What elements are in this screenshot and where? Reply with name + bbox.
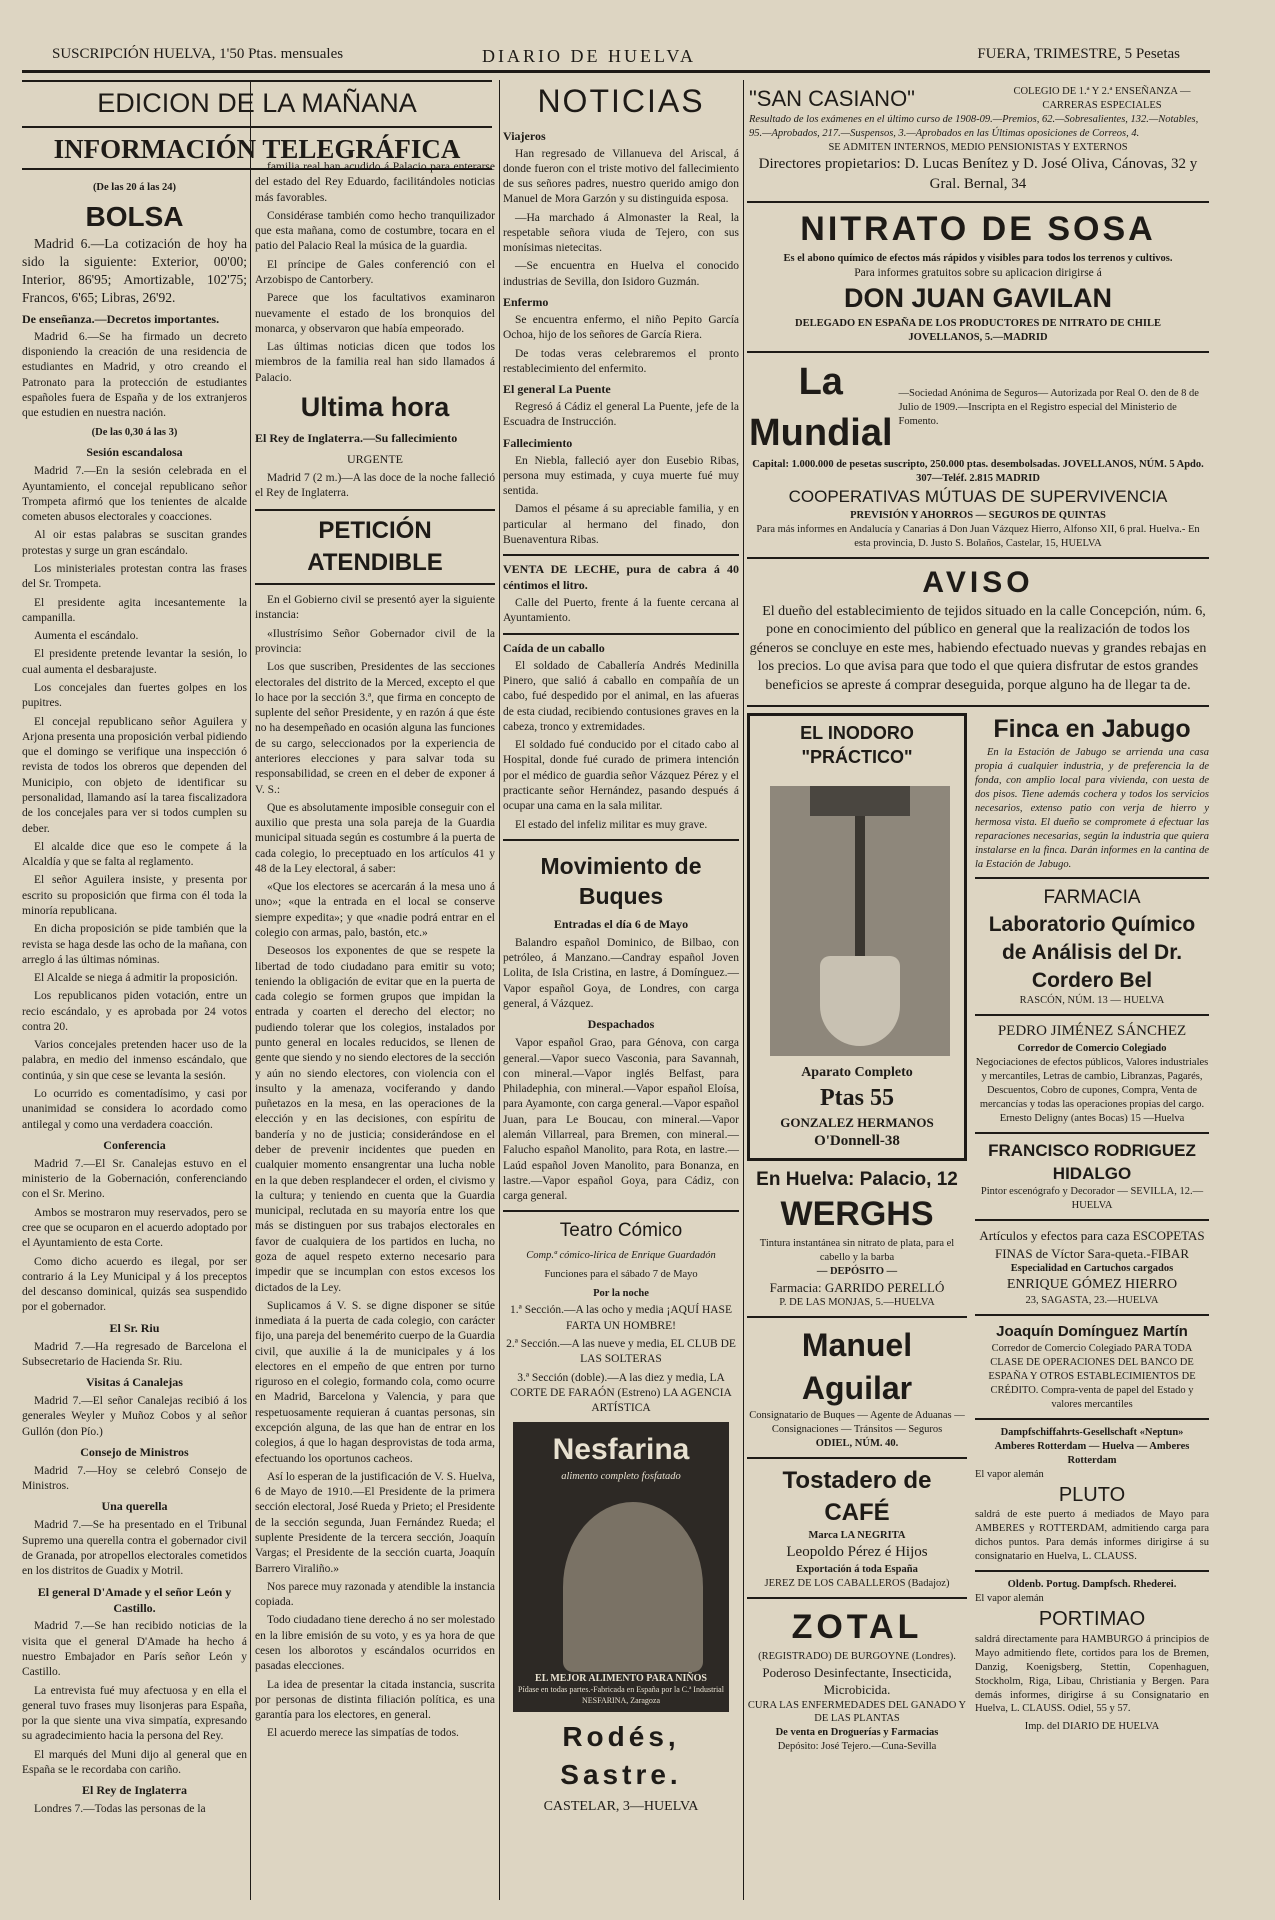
article-text: Madrid 7.—El señor Canalejas recibió á los generales Weyler y Muñoz Cobos y al señor Gullón (don Pío.) <box>22 1395 247 1438</box>
article-heading: Caída de un caballo <box>503 640 605 655</box>
werghs-desc: Tintura instantánea sin nitrato de plata, para el cabello y la barba <box>759 1238 955 1264</box>
divider <box>503 1210 739 1212</box>
nesfarina-ad <box>513 1422 729 1712</box>
divider <box>503 554 739 556</box>
laboratory-address: RASCÓN, NÚM. 13 — HUELVA <box>1019 995 1165 1007</box>
tostadero-heading: Tostadero de CAFÉ <box>782 1467 932 1527</box>
newspaper-title: DIARIO DE HUELVA <box>482 46 696 66</box>
article-heading: El Sr. Riu <box>109 1320 160 1335</box>
hunting-owner: ENRIQUE GÓMEZ HIERRO <box>1006 1276 1178 1292</box>
admission: SE ADMITEN INTERNOS, MEDIO PENSIONISTAS Y EXTERNOS <box>828 142 1128 154</box>
la-mundial-logo: La Mundial <box>749 361 893 454</box>
inodoro-address: O'Donnell-38 <box>814 1132 900 1149</box>
divider <box>747 1457 967 1459</box>
werghs-deposit: — DEPÓSITO — <box>816 1266 898 1278</box>
zotal-cures: CURA LAS ENFERMEDADES DEL GANADO Y DE LAS PLANTAS <box>747 1699 967 1725</box>
article-text: Londres 7.—Todas las personas de la <box>34 1803 206 1816</box>
divider <box>975 1418 1209 1420</box>
zotal-desc: Poderoso Desinfectante, Insecticida, Microbicida. <box>762 1664 952 1698</box>
column-rule <box>250 80 251 1900</box>
delegate-name: DON JUAN GAVILAN <box>843 283 1112 314</box>
divider <box>747 1597 967 1599</box>
manuel-aguilar-desc: Consignatario de Buques — Agente de Aduanas — Consignaciones — Tránsitos — Seguros <box>749 1410 965 1436</box>
article-text: Madrid 7.—Hoy se celebró Consejo de Ministros. <box>22 1464 247 1493</box>
ship-portimao: PORTIMAO <box>1038 1608 1146 1631</box>
zotal-sale: De venta en Droguerías y Farmacias <box>775 1727 939 1739</box>
divider <box>975 1014 1209 1016</box>
shipping-route: Amberes Rotterdam — Huelva — Amberes Rotterdam <box>994 1440 1190 1466</box>
finca-text: En la Estación de Jabugo se arrienda una casa propia á cualquier industria, y de preferencia la de fonda, con amplio local para vivienda, con uesta de dos pisos. Tiene además cochera y todos los servicios necesarios, extenso patio con verja de hierro y hermosa vista. El dueño se compromete á efectuar las reparaciones necesarias, según la industria que quiera instalarse en la finca. Darán informes en la cantina de la Estación de Jabugo. <box>975 746 1209 870</box>
article-text: Suplicamos á V. S. se digne disponer se sitúe inmediata á la puerta de cada colegio, con carácter fijo, una pareja del benemérito cuerpo de la Guardia civil, que auxilie á la de municipales y á los electores en el empeño de que entren por turno riguroso en el colegio, formando cola, como ocurre en Madrid, Barcelona y Valencia, y para que respetuosamente requieran á cuantas personas, sin excepción alguna, de las que han de entrar en los colegios, á que lo hagan desprovistas de toda arma, efectuando los oportunos cacheos. <box>255 1299 495 1465</box>
joaquin-services: Corredor de Comercio Colegiado PARA TODA CLASE DE OPERACIONES DEL BANCO DE ESPAÑA Y OTROS ESTABLECIMIENTOS DE CRÉDITO. Compra-venta de papel del Estado y valores mercantiles <box>988 1343 1196 1411</box>
la-mundial-desc: —Sociedad Anónima de Seguros— Autorizada por Real O. den de 8 de Julio de 1909.—Inscripta en el Registro especial del Ministerio de Fomento. <box>898 387 1199 427</box>
delegate-title: DELEGADO EN ESPAÑA DE LOS PRODUCTORES DE NITRATO DE CHILE <box>795 318 1161 330</box>
nitrato-subtitle: Es el abono químico de efectos más rápidos y visibles para todos los terrenos y cultivos. <box>783 253 1173 265</box>
ad-text: Calle del Puerto, frente á la fuente cercana al Ayuntamiento. <box>503 597 739 625</box>
painter-title: Pintor escenógrafo y Decorador — SEVILLA, 12.—HUELVA <box>980 1186 1204 1212</box>
article-heading: El Rey de Inglaterra <box>82 1783 187 1798</box>
huelva-palacio: En Huelva: Palacio, 12 <box>756 1168 958 1190</box>
manuel-aguilar-name: Manuel Aguilar <box>801 1327 913 1406</box>
article-heading: Despachados <box>587 1017 655 1032</box>
painter-name: FRANCISCO RODRIGUEZ HIDALGO <box>988 1141 1196 1183</box>
werghs-brand: WERGHS <box>780 1194 934 1233</box>
article-heading: Sesión escandalosa <box>86 445 183 460</box>
article-text: Los republicanos piden votación, entre un recio escándalo, y es aprobada por 24 votos contra 20. <box>22 990 247 1033</box>
inodoro-ad <box>747 713 967 1161</box>
article-text: Que es absolutamente imposible conseguir con el auxilio que presta una sola pareja de la Guardia municipal situada según es costumbre á la puerta de cada colegio, lo preceptuado en los artículos 41 y 48 de la Ley electoral, á saber: <box>255 801 495 875</box>
article-heading: Enfermo <box>503 295 549 310</box>
column-rule <box>743 80 744 1900</box>
subscription-local: SUSCRIPCIÓN HUELVA, 1'50 Ptas. mensuales <box>52 46 344 62</box>
toilet-bowl <box>820 956 900 1046</box>
cooperatives: COOPERATIVAS MÚTUAS DE SUPERVIVENCIA <box>788 487 1168 507</box>
theatre-item: 3.ª Sección (doble).—A las diez y media, LA CORTE DE FARAÓN (Estreno) LA AGENCIA ARTÍSTICA <box>510 1371 732 1415</box>
aviso-text: El dueño del establecimiento de tejidos situado en la calle Concepción, núm. 6, pone en conocimiento del público en general que la realización de todos los géneros se concluye en este mes, habiendo efectuado nuevas y grandes rebajas en los precios. Lo que avisa para que todo el que quiera disfrutar de estos grandes beneficios se apreste á comprar deseguida, porque alguno ha de llegar ta de. <box>749 603 1207 694</box>
ads-left <box>747 713 967 1755</box>
article-text: De todas veras celebraremos el pronto restablecimiento del enfermito. <box>503 347 739 375</box>
article-text: Al oir estas palabras se suscitan grandes protestas y surge un gran escándalo. <box>22 529 247 557</box>
finca-heading: Finca en Jabugo <box>993 714 1191 743</box>
bolsa-heading: BOLSA <box>85 200 184 232</box>
article-text: El soldado de Caballería Andrés Medinilla Pinero, que salió á caballo en compañía de un cabo, fué despedido por el animal, en las afueras de esta ciudad, recibiendo contusiones graves en la cabeza, tronco y extremidades. <box>503 659 739 733</box>
article-text: El soldado fué conducido por el citado cabo al Hospital, donde fué curado de primera intención por el médico de guardia señor Vázquez Pérez y el practicante señor Hernández, pasando después á ocupar una cama en la sala militar. <box>503 739 739 813</box>
article-text: El alcalde dice que eso le compete á la Alcaldía y que se falta al reglamento. <box>22 840 247 869</box>
directors: Directores propietarios: D. Lucas Benítez y D. José Oliva, Cánovas, 32 y Gral. Bernal, 34 <box>758 156 1198 193</box>
nitrato-info: Para informes gratuitos sobre su aplicacion dirigirse á <box>854 267 1102 280</box>
urgent-label: URGENTE <box>347 451 403 466</box>
article-text: —Ha marchado á Almonaster la Real, la respetable señora viuda de Tejero, con sus monísimas nietecitas. <box>503 211 739 255</box>
inodoro-footer <box>750 1064 964 1152</box>
article-text: Madrid 7.—Se ha presentado en el Tribunal Supremo una querella contra el gobernador civil de Granada, por atropellos electorales cometidos en los distritos de Guadix y Motril. <box>22 1519 247 1578</box>
nitrato-ad <box>747 203 1209 353</box>
rodes-ad: Rodés, Sastre. <box>560 1721 682 1790</box>
nitrato-heading: NITRATO DE SOSA <box>800 209 1156 248</box>
la-mundial-ad <box>747 353 1209 558</box>
article-text: El príncipe de Gales conferenció con el Arzobispo de Cantorbery. <box>255 258 495 286</box>
werghs-pharmacy: Farmacia: GARRIDO PERELLÓ <box>769 1279 945 1295</box>
article-heading: Visitas á Canalejas <box>86 1375 183 1390</box>
article-text: El señor Aguilera insiste, y presenta por escrito su proposición que firma con él toda la minoría republicana. <box>22 874 247 917</box>
last-hour-heading: Ultima hora <box>300 391 450 422</box>
article-text: El presidente pretende levantar la sesión, lo cual aumenta el desbarajuste. <box>22 648 247 676</box>
exam-results: Resultado de los exámenes en el último curso de 1908-09.—Premios, 62.—Sobresalientes, 132.—Notables, 95.—Aprobados, 217.—Suspensos, 3.—Aprobados en las Últimas oposiciones de Correos, 4. <box>749 114 1199 140</box>
tostadero-export: Exportación á toda España <box>796 1563 918 1575</box>
werghs-address: P. DE LAS MONJAS, 5.—HUELVA <box>779 1297 935 1309</box>
article-text: Deseosos los exponentes de que se respete la libertad de todo ciudadano para emitir su voto; teniendo la obligación de evitar que en la puerta de cada colegio se formen grupos que impidan la entrada y coarten el derecho del elector; no pudiendo tolerar que los colegios, instalados por punto general en locales reducidos, se llenen de gente que siendo y no siendo electores de la sección y aún no siendo electores, con violencia con el insulto y la amenaza, vociferando y dando puñetazos en la mesa, en las operaciones de la elección y en las decisiones, con espíritu de bandería y no de justicia; considerándose en el deber de prevenir incidentes que pueden en cualquier momento ensangrentar una lucha noble en la que deben resplandecer el orden, el civismo y la cultura; y teniendo en cuenta que la Guardia municipal, reclutada en su mayoría entre los que más se distinguen por sus trabajos electorales en favor de cualquiera de los partidos en lucha, no goza de aquel respeto externo necesario para impedir que se incumplan con estos excesos los dictados de la Ley. <box>255 945 495 1294</box>
theatre-heading: Teatro Cómico <box>559 1220 683 1242</box>
theatre-company: Comp.ª cómico-lírica de Enrique Guardadón <box>526 1249 716 1261</box>
article-heading: Conferencia <box>103 1137 166 1152</box>
nesfarina-brand: Nesfarina <box>552 1433 690 1467</box>
article-text: En Niebla, falleció ayer don Eusebio Ribas, persona muy estimada, y cuya muerte fué muy sentida. <box>503 454 739 498</box>
theatre-date: Funciones para el sábado 7 de Mayo <box>544 1268 698 1280</box>
inodoro-seller: GONZALEZ HERMANOS <box>780 1115 934 1131</box>
column-rule <box>499 80 500 1900</box>
divider <box>503 633 739 635</box>
article-text: En el Gobierno civil se presentó ayer la siguiente instancia: <box>255 594 495 622</box>
article-text: Ambos se mostraron muy reservados, pero se cree que se ocuparon en el acuerdo adoptado por el Ayuntamiento de esta Corte. <box>22 1206 247 1250</box>
article-heading: Consejo de Ministros <box>80 1444 189 1459</box>
divider <box>975 1132 1209 1134</box>
nesfarina-small: Pídase en todas partes.-Fabricada en España por la C.ª Industrial NESFARINA, Zaragoza <box>518 1685 724 1705</box>
toilet-tank <box>810 786 910 816</box>
shipping-vessel-label: El vapor alemán <box>975 1468 1044 1480</box>
zotal-registered: (REGISTRADO) DE BURGOYNE (Londres). <box>758 1650 956 1662</box>
theatre-item: 2.ª Sección.—A las nueve y media, EL CLUB DE LAS SOLTERAS <box>506 1338 736 1366</box>
column-petition <box>255 160 495 1900</box>
article-heading: Fallecimiento <box>503 435 573 450</box>
article-heading: El Rey de Inglaterra.—Su fallecimiento <box>255 430 458 445</box>
hunting-address: 23, SAGASTA, 23.—HUELVA <box>1025 1295 1159 1307</box>
hunting-specialty: Especialidad en Cartuchos cargados <box>1010 1262 1174 1274</box>
broker-title: Corredor de Comercio Colegiado <box>1017 1043 1167 1055</box>
delegate-address: JOVELLANOS, 5.—MADRID <box>908 332 1048 344</box>
tostadero-brand: Marca LA NEGRITA <box>808 1529 906 1541</box>
telegraphic-banner: INFORMACIÓN TELEGRÁFICA <box>22 132 492 170</box>
article-text: familia real han acudido á Palacio para enterarse del estado del Rey Eduardo, facilitándoles noticias más favorables. <box>255 161 495 204</box>
hunting-ad: Artículos y efectos para caza ESCOPETAS FINAS de Víctor Sara-queta.-FIBAR <box>979 1228 1205 1261</box>
ads-subgrid <box>747 713 1209 1755</box>
bolsa-quotes: Madrid 6.—La cotización de hoy ha sido la siguiente: Exterior, 00'00; Interior, 86'95; Amortizable, 102'75; Francos, 6'65; Libras, 26'92. <box>22 236 247 305</box>
broker-services: Negociaciones de efectos públicos, Valores industriales y mercantiles, Letras de cambio, Libranzas, Pagarés, Descuentos, Cobro de cupones, Compra, Venta de mercancías y todas las operaciones propias del cargo. Ernesto Deligny (antes Bocas) 15 —Huelva <box>975 1057 1209 1125</box>
prevision: PREVISIÓN Y AHORROS — SEGUROS DE QUINTAS <box>850 509 1106 521</box>
article-text: «Que los electores se acercarán á la mesa uno á uno»; «que la entrada en el local se conserve siempre expedita»; y que «nadie podrá entrar en el colegio con armas, palo, bastón, etc.» <box>255 881 495 940</box>
article-text: Damos el pésame á su apreciable familia, y en particular al hermano del finado, don Buenaventura Ribas. <box>503 503 739 546</box>
article-text: Madrid 7.—Se han recibido noticias de la visita que el general D'Amade ha hecho á nuestro Embajador en París señor León y Castillo. <box>22 1620 247 1679</box>
inodoro-label: Aparato Completo <box>801 1064 913 1080</box>
article-text: Aumenta el escándalo. <box>34 630 139 643</box>
ship-pluto: PLUTO <box>1058 1483 1126 1506</box>
article-text: Los que suscriben, Presidentes de las secciones electorales del distrito de la Merced, excepto el que lo hace por la sección 3.ª, que firma en concepto de suplente del señor Presidente, y en razón á que éste no ha desempeñado en ocasión alguna las funciones de su cargo, seleccionados por la experiencia de anteriores elecciones y para salvar toda su responsabilidad, se creen en el deber de exponer á V. S.: <box>255 661 495 796</box>
divider <box>975 1570 1209 1572</box>
divider <box>975 1219 1209 1221</box>
broker-name: PEDRO JIMÉNEZ SÁNCHEZ <box>997 1023 1187 1040</box>
article-text: El estado del infeliz militar es muy grave. <box>515 818 708 831</box>
article-heading: Entradas el día 6 de Mayo <box>553 916 689 931</box>
article-text: —Se encuentra en Huelva el conocido industrias de Sevilla, don Isidoro Guzmán. <box>503 260 739 288</box>
article-heading: Una querella <box>101 1499 168 1514</box>
ad-heading: VENTA DE LECHE, pura de cabra á 40 céntimos el litro. <box>503 562 739 593</box>
article-text: Madrid 7.—Ha regresado de Barcelona el Subsecretario de Hacienda Sr. Riu. <box>22 1340 247 1368</box>
manuel-aguilar-address: ODIEL, NÚM. 40. <box>815 1438 899 1450</box>
masthead <box>22 36 1210 73</box>
column-ads <box>747 80 1209 1900</box>
article-text: Como dicho acuerdo es ilegal, por ser contrario á la Ley Municipal y á los preceptos del descanso dominical, quizás sea suspendido por el gobernador. <box>22 1255 247 1314</box>
divider <box>975 877 1209 879</box>
article-text: El concejal republicano señor Aguilera y Arjona presenta una proposición verbal pidiendo que el domingo se verifique una inspección ó revista de todos los obreros que dependen del Municipio, con objeto de identificar su personalidad, llamando así la tarea fiscalizadora de los concejales para ver si todos cumplen su deber. <box>22 715 247 835</box>
article-text: La idea de presentar la citada instancia, suscrita por personas de distinta filiación política, es una garantía para los electores, en general. <box>255 1678 495 1722</box>
pluto-text: saldrá de este puerto á mediados de Mayo para AMBERES y ROTTERDAM, admitiendo carga para dichos puntos. Para demás informes dirigirse á su consignatario en Huelva, L. CLAUSS. <box>975 1509 1209 1563</box>
laboratory-name: Laboratorio Químico de Análisis del Dr. Cordero Bel <box>988 912 1196 992</box>
article-text: Regresó á Cádiz el general La Puente, jefe de la Escuadra de Instrucción. <box>503 401 739 429</box>
article-text: Todo ciudadano tiene derecho á no ser molestado en la libre emisión de su voto, y es ya hora de que cesen los alborotos y escándalos ocurridos en pasadas elecciones. <box>255 1614 495 1673</box>
school-type: COLEGIO DE 1.ª Y 2.ª ENSEÑANZA — CARRERAS ESPECIALES <box>1013 85 1191 111</box>
inodoro-price: Ptas 55 <box>820 1084 894 1111</box>
article-text: Han regresado de Villanueva del Ariscal, á donde fueron con el triste motivo del fallecimiento de sus señores padres, nuestro querido amigo don Manuel de Mora Garzón y su distinguida esposa. <box>503 147 739 206</box>
portimao-text: saldrá directamente para HAMBURGO á principios de Mayo admitiendo flete, cortidos para los de Bremen, Danzig, Koenigsberg, Stettin, Copenhaguen, Stockholm, Riga, Libau, Christiania y Bergen. Para demás informes, dirigirse á su Consignatario en Huelva, L. CLAUSS. Odiel, 55 y 57. <box>975 1633 1209 1715</box>
article-text: Madrid 6.—Se ha firmado un decreto disponiendo la creación de una residencia de estudiantes en Madrid, y otro creando el Patronato para la protección de estudiantes españoles fuera de España y de los extranjeros que estudien en nuestra nación. <box>22 330 247 420</box>
aviso-heading: AVISO <box>922 565 1034 599</box>
theatre-session: Por la noche <box>593 1287 649 1299</box>
article-heading: El general La Puente <box>503 382 611 397</box>
zotal-deposit: Depósito: José Tejero.—Cuna-Sevilla <box>777 1741 937 1753</box>
article-text: «Ilustrísimo Señor Gobernador civil de la provincia: <box>255 627 495 655</box>
article-text: El marqués del Muni dijo al general que en España se le recordaba con cariño. <box>22 1748 247 1776</box>
article-text: El presidente agita incesantemente la campanilla. <box>22 596 247 624</box>
rodes-address: CASTELAR, 3—HUELVA <box>543 1798 699 1814</box>
article-text: Considérase también como hecho tranquilizador que esta mañana, como de costumbre, tocara en el patio del Palacio Real la música de la guardia. <box>255 209 495 253</box>
time-range: (De las 0,30 á las 3) <box>91 427 178 439</box>
article-text: La entrevista fué muy afectuosa y en ella el general tuvo frases muy lisonjeras para España, por la que siente una viva simpatía, expresando su agradecimiento hacia la persona del Rey. <box>22 1684 247 1743</box>
article-text: Madrid 7.—El Sr. Canalejas estuvo en el ministerio de la Gobernación, conferenciando con el Sr. Merino. <box>22 1157 247 1201</box>
column-news <box>503 80 739 1900</box>
article-heading: El general D'Amade y el señor León y Castillo. <box>37 1584 232 1615</box>
news-heading: NOTICIAS <box>537 83 705 119</box>
school-name: "SAN CASIANO" <box>749 86 915 111</box>
divider <box>503 839 739 841</box>
inodoro-title: EL INODORO "PRÁCTICO" <box>800 722 914 767</box>
article-text: Nos parece muy razonada y atendible la instancia copiada. <box>255 1580 495 1609</box>
la-mundial-info: Para más informes en Andalucía y Canarias á Don Juan Vázquez Hierro, Alfonso XII, 6 pral. Huelva.- En esta provincia, D. Justo S. Bolaños, Castelar, 15, HUELVA <box>756 523 1200 549</box>
article-heading: Viajeros <box>503 128 546 143</box>
tostadero-address: JEREZ DE LOS CABALLEROS (Badajoz) <box>764 1577 950 1589</box>
article-text: Los ministeriales protestan contra las frases del Sr. Trompeta. <box>22 563 247 591</box>
nesfarina-slogan-text: EL MEJOR ALIMENTO PARA NIÑOS <box>535 1672 707 1684</box>
theatre-item: 1.ª Sección.—A las ocho y media ¡AQUÍ HASE FARTA UN HOMBRE! <box>510 1304 732 1332</box>
tostadero-owner: Leopoldo Pérez é Hijos <box>786 1543 928 1560</box>
mother-child-illustration <box>563 1502 703 1672</box>
toilet-pipe <box>855 816 865 956</box>
edition-banner: EDICION DE LA MAÑANA <box>22 80 492 128</box>
article-text: El Alcalde se niega á admitir la proposición. <box>34 972 238 985</box>
joaquin-name: Joaquín Domínguez Martín <box>996 1323 1188 1341</box>
article-text: Madrid 7 (2 m.)—A las doce de la noche falleció el Rey de Inglaterra. <box>255 471 495 500</box>
article-text: En dicha proposición se pide también que la revista se haga desde las ocho de la mañana, con arreglo á las últimas nóminas. <box>22 923 247 966</box>
time-range: (De las 20 á las 24) <box>92 181 177 193</box>
nesfarina-tagline: alimento completo fosfatado <box>561 1471 681 1483</box>
shipping-company: Dampfschiffahrts-Gesellschaft «Neptun» <box>1000 1427 1184 1438</box>
article-text: Vapor español Grao, para Génova, con carga general.—Vapor sueco Vasconia, para Savannah, con mineral.—Vapor inglés Belfast, para Philadephia, con mineral.—Vapor español Eloísa, para Ayamonte, con carga general.—Vapor español Juan, para Le Boucau, con mineral.—Vapor alemán Villarreal, para Bremen, con mineral.—Falucho español Manolito, para Rota, en lastre.—Laúd español Joven Manolito, para Bonanza, en lastre.—Vapor español Goya, para Cádiz, con carga general. <box>503 1037 739 1203</box>
printer-credit: Imp. del DIARIO DE HUELVA <box>1024 1721 1160 1733</box>
article-text: Los concejales dan fuertes golpes en los pupitres. <box>22 682 247 710</box>
article-text: Parece que los facultativos examinaron nuevamente el estado de los bronquios del monarca, y observaron que había empeorado. <box>255 292 495 335</box>
article-heading: De enseñanza.—Decretos importantes. <box>22 311 220 326</box>
zotal-brand: ZOTAL <box>791 1607 923 1646</box>
article-text: Lo ocurrido es comentadísimo, y casi por unanimidad se considera lo acordado como antilegal y como una verdadera coacción. <box>22 1088 247 1131</box>
petition-heading: PETICIÓN ATENDIBLE <box>255 509 495 585</box>
farmacia-heading: FARMACIA <box>1043 887 1141 909</box>
subscription-outside: FUERA, TRIMESTRE, 5 Pesetas <box>977 46 1180 62</box>
la-mundial-capital: Capital: 1.000.000 de pesetas suscripto, 250.000 ptas. desembolsadas. JOVELLANOS, NÚM. 5 Apdo. 307—Teléf. 2.815 MADRID <box>752 459 1204 485</box>
article-text: El acuerdo merece las simpatías de todos. <box>267 1727 459 1740</box>
article-text: Madrid 7.—En la sesión celebrada en el Ayuntamiento, el concejal republicano señor Trompeta afirmó que los tenientes de alcalde cometen abusos electorales y coacciones. <box>22 465 247 524</box>
divider <box>747 1316 967 1318</box>
ads-right <box>975 713 1209 1755</box>
nesfarina-slogan <box>513 1672 729 1707</box>
shipping-company: Oldenb. Portug. Dampfsch. Rhederei. <box>1007 1579 1177 1591</box>
shipping-vessel-label: El vapor alemán <box>975 1593 1044 1605</box>
article-text: Así lo esperan de la justificación de V. S. Huelva, 6 de Mayo de 1910.—El Presidente de la primera sección electoral, José Rueda y Prieto; el Presidente de la sección segunda, Juan Fernández Rueda; el suplente Presidente de la tercera sección, Joaquín Vargas; el Presidente de la sección cuarta, Joaquín Barrero Viraliño.» <box>255 1470 495 1575</box>
san-casiano-ad <box>747 80 1209 203</box>
ships-heading: Movimiento de Buques <box>540 852 702 910</box>
aviso-ad <box>747 559 1209 707</box>
article-text: Varios concejales pretenden hacer uso de la palabra, en medio del inmenso escándalo, que continúa, y sin que cese se levanta la sesión. <box>22 1039 247 1082</box>
article-text: Balandro español Dominico, de Bilbao, con petróleo, á Manzano.—Candray español Joven Lolita, de Isla Cristina, en lastre, á Domínguez.—Vapor español Goya, de Londres, con carga general, á Vázquez. <box>503 936 739 1011</box>
divider <box>975 1314 1209 1316</box>
article-text: Las últimas noticias dicen que todos los miembros de la familia real han sido llamados á Palacio. <box>255 341 495 384</box>
article-text: Se encuentra enfermo, el niño Pepito García Ochoa, hijo de los señores de García Riera. <box>503 313 739 342</box>
toilet-illustration <box>770 786 950 1056</box>
